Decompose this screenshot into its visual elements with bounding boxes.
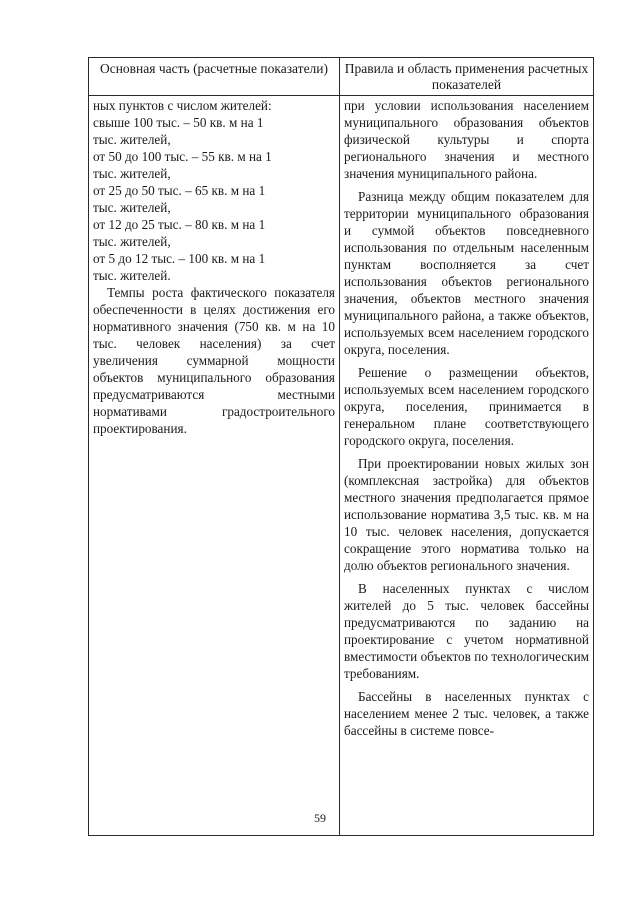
rules-paragraph: При проектировании новых жилых зон (комплексная застройка) для объектов местного значения предполагается прямое использование норматива 3,5 тыс. кв. м на 10 тыс. человек населения, допускается сокращение этого норматива только на долю объектов регионального значения.	[344, 456, 589, 573]
rules-paragraph: при условии использования населением муниципального образования объектов физической культуры и спорта регионального значения и местного значения муниципального района.	[344, 98, 589, 181]
header-rules: Правила и область применения расчетных показателей	[340, 58, 594, 96]
rules-cell	[340, 96, 594, 836]
main-part-cell	[89, 96, 340, 836]
norm-line: тыс. жителей,	[93, 234, 171, 249]
norm-line: от 25 до 50 тыс. – 65 кв. м на 1	[93, 183, 266, 198]
rules-paragraph: В населенных пунктах с числом жителей до 5 тыс. человек бассейны предусматриваются по заданию на проектирование с учетом нормативной вместимости объектов по технологическим требованиям.	[344, 581, 589, 681]
norms-intro: ных пунктов с числом жителей:	[93, 98, 272, 113]
rules-paragraph: Разница между общим показателем для территории муниципального образования и суммой объектов повседневного использования по отдельным населенным пунктам восполняется за счет использования объектов регионального значения, объектов местного значения муниципального района, а также объектов, используемых всем населением городского округа, поселения.	[344, 189, 589, 357]
standards-table	[88, 57, 594, 836]
norm-line: от 5 до 12 тыс. – 100 кв. м на 1	[93, 251, 266, 266]
header-main-part: Основная часть (расчетные показатели)	[89, 58, 340, 96]
table-header-row	[89, 58, 594, 96]
norm-line: от 12 до 25 тыс. – 80 кв. м на 1	[93, 217, 266, 232]
growth-rate-paragraph: Темпы роста фактического показателя обеспеченности в целях достижения его нормативного значения (750 кв. м на 10 тыс. человек населения) за счет увеличения суммарной мощности объектов муниципального образования предусматриваются местными нормативами градостроительного проектирования.	[93, 285, 335, 436]
norm-line: тыс. жителей,	[93, 132, 171, 147]
table-row	[89, 96, 594, 836]
page-number: 59	[314, 811, 326, 825]
norm-line: от 50 до 100 тыс. – 55 кв. м на 1	[93, 149, 272, 164]
rules-paragraph: Решение о размещении объектов, используемых всем населением городского округа, поселения, принимается в генеральном плане соответствующего городского округа, поселения.	[344, 365, 589, 448]
norm-line: тыс. жителей,	[93, 166, 171, 181]
rules-paragraph: Бассейны в населенных пунктах с населением менее 2 тыс. человек, а также бассейны в системе повсе-	[344, 689, 589, 738]
norm-line: тыс. жителей,	[93, 200, 171, 215]
norm-line: тыс. жителей.	[93, 268, 171, 283]
norm-line: свыше 100 тыс. – 50 кв. м на 1	[93, 115, 264, 130]
